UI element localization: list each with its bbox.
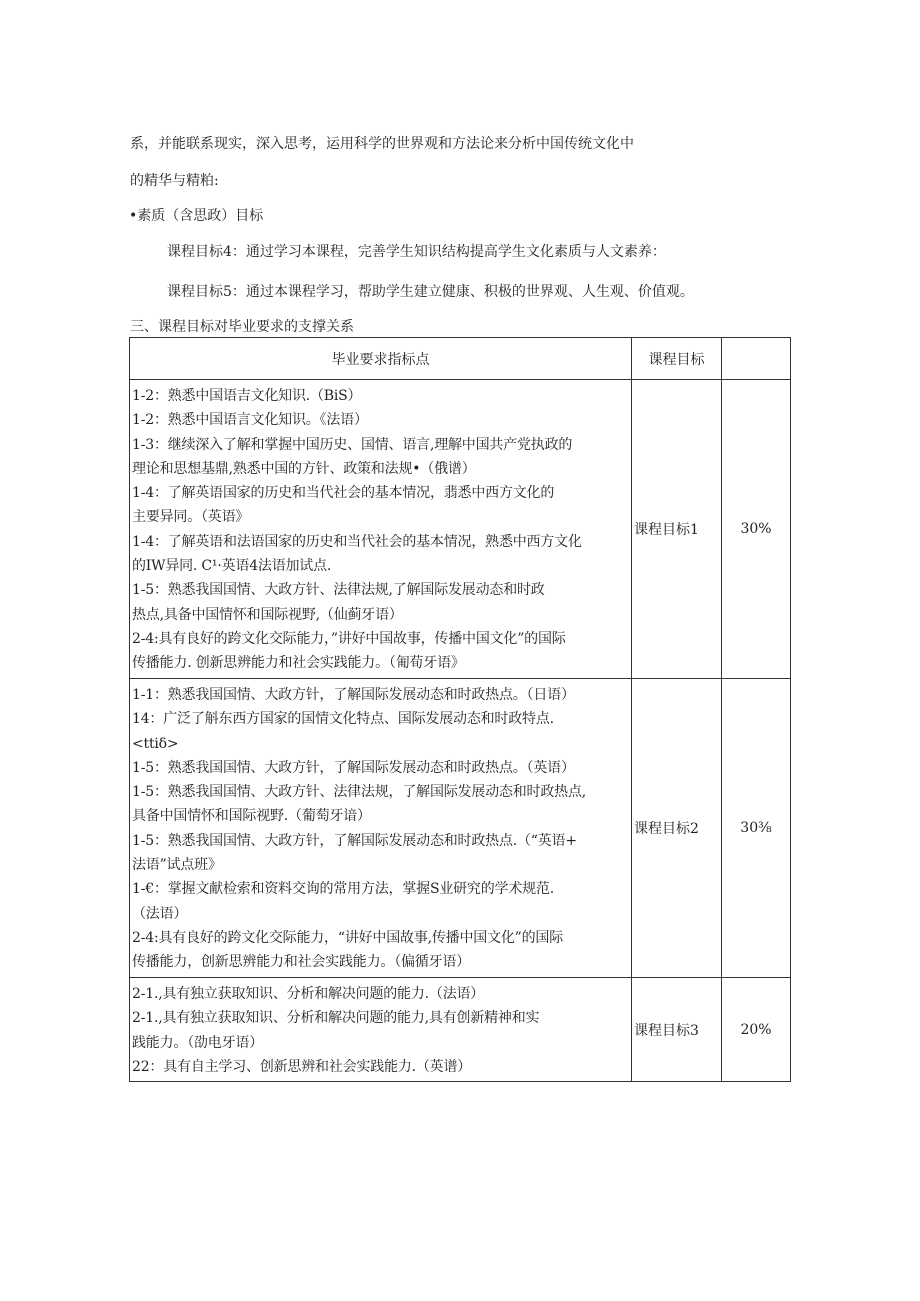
requirement-line: <ttiδ> — [132, 735, 179, 752]
intro-line-2: 的精华与精粕: — [130, 173, 219, 189]
requirement-line: 传播能力，创新思辨能力和社会实践能力。（偏循牙语） — [132, 954, 470, 971]
requirement-line: 的IW异同. C¹·英语4法语加试点. — [132, 558, 332, 575]
requirement-line: 1-5：熟悉我国国情、大政方针，了解国际发展动态和时政热点.（“英语+ — [132, 832, 577, 849]
requirement-line: 2-1.,具有独立获取知识、分析和解决问题的能力.（法语） — [132, 986, 485, 1002]
requirement-line: 具备中国情怀和国际视野.（葡萄牙谙） — [132, 808, 371, 825]
requirement-line: 2-4:具有良好的跨文化交际能力，“讲好中国故事,传播中国文化”的国际 — [132, 929, 564, 946]
requirement-line: 传播能力. 创新思辨能力和社会实践能力。（匍荀牙语》 — [132, 655, 465, 672]
weight-goal-2: 30⅜ — [722, 679, 791, 978]
requirement-line: 1-2：熟悉中国语吉文化知识.（BiS） — [132, 388, 362, 404]
course-goal-3: 课程目标3 — [632, 978, 722, 1082]
course-goal-2: 课程目标2 — [632, 679, 722, 978]
requirement-line: 1-4：了解英语和法语国家的历史和当代社会的基本情况，熟悉中西方文化 — [132, 533, 582, 550]
requirement-line: 1-5：熟悉我国国情、大政方针，了解国际发展动态和时政热点。（英语） — [132, 759, 575, 776]
quality-goal-heading: •素质（含思政）目标 — [129, 208, 264, 224]
header-course-goal: 课程目标 — [632, 338, 722, 380]
support-relationship-table — [129, 337, 791, 1082]
requirement-line: 1-3：继续深入了解和掌握中国历史、国情、语言,理解中国共产党执政的 — [132, 436, 573, 453]
requirement-line: 22：具有自主学习、创新思辨和社会实践能力.（英谱） — [132, 1058, 472, 1075]
requirement-line: 1-1：熟悉我国国情、大政方针，了解国际发展动态和时政热点。（日语） — [132, 687, 575, 703]
course-goal-4: 课程目标4：通过学习本课程，完善学生知识结构提高学生文化素质与人文素养： — [167, 244, 666, 260]
section-title: 三、课程目标对毕业要求的支撑关系 — [130, 319, 354, 335]
requirements-cell-goal-2 — [130, 679, 632, 978]
requirement-line: 2-1.,具有独立获取知识、分析和解决问题的能力,具有创新精神和实 — [132, 1010, 540, 1027]
course-goal-1: 课程目标1 — [632, 380, 722, 679]
requirement-line: 2-4:具有良好的跨文化交际能力，”讲好中国故事，传播中国文化”的国际 — [132, 630, 566, 647]
header-requirement: 毕业要求指标点 — [130, 338, 632, 380]
table-header-row — [130, 338, 791, 380]
requirements-cell-goal-1 — [130, 380, 632, 679]
requirement-line: 热点,具备中国情怀和国际视野,（仙蓟牙语） — [132, 606, 403, 623]
table-row — [130, 978, 791, 1082]
course-goal-5: 课程目标5：通过本课程学习，帮助学生建立健康、积极的世界观、人生观、价值观。 — [167, 284, 694, 300]
requirement-line: 1-5：熟悉我国国情、大政方针、法律法规，了解国际发展动态和时政热点, — [132, 784, 586, 801]
intro-line-1: 系，并能联系现实，深入思考，运用科学的世界观和方法论来分析中国传统文化中 — [130, 136, 634, 152]
requirement-line: 1-€：掌握文献检索和资料交询的常用方法，掌握S业研究的学术规范. — [132, 881, 554, 898]
weight-goal-1: 30% — [722, 380, 791, 679]
requirement-line: 理论和思想基鼎,熟悉中国的方针、政策和法规•（俄谱） — [132, 460, 476, 477]
requirements-cell-goal-3 — [130, 978, 632, 1082]
requirement-line: 践能力。（劭电牙语） — [132, 1034, 263, 1051]
header-weight — [722, 338, 791, 380]
table-row — [130, 679, 791, 978]
requirement-line: 1-2：熟悉中国语言文化知识。《法语） — [132, 412, 368, 429]
requirement-line: （法语） — [132, 905, 188, 922]
requirement-line: 主要异同。（英语》 — [132, 509, 250, 526]
weight-goal-3: 20% — [722, 978, 791, 1082]
requirement-line: 1-4：了解英语国家的历史和当代社会的基本情况，翡悉中西方文化的 — [132, 485, 555, 502]
requirement-line: 14：广泛了斛东西方国家的国情文化特点、国际发展动态和时政特点. — [132, 711, 554, 728]
table-row — [130, 380, 791, 679]
requirement-line: 法语”试点班》 — [132, 857, 222, 874]
requirement-line: 1-5：熟悉我国国情、大政方针、法律法规,了解国际发展动态和时政 — [132, 582, 545, 599]
